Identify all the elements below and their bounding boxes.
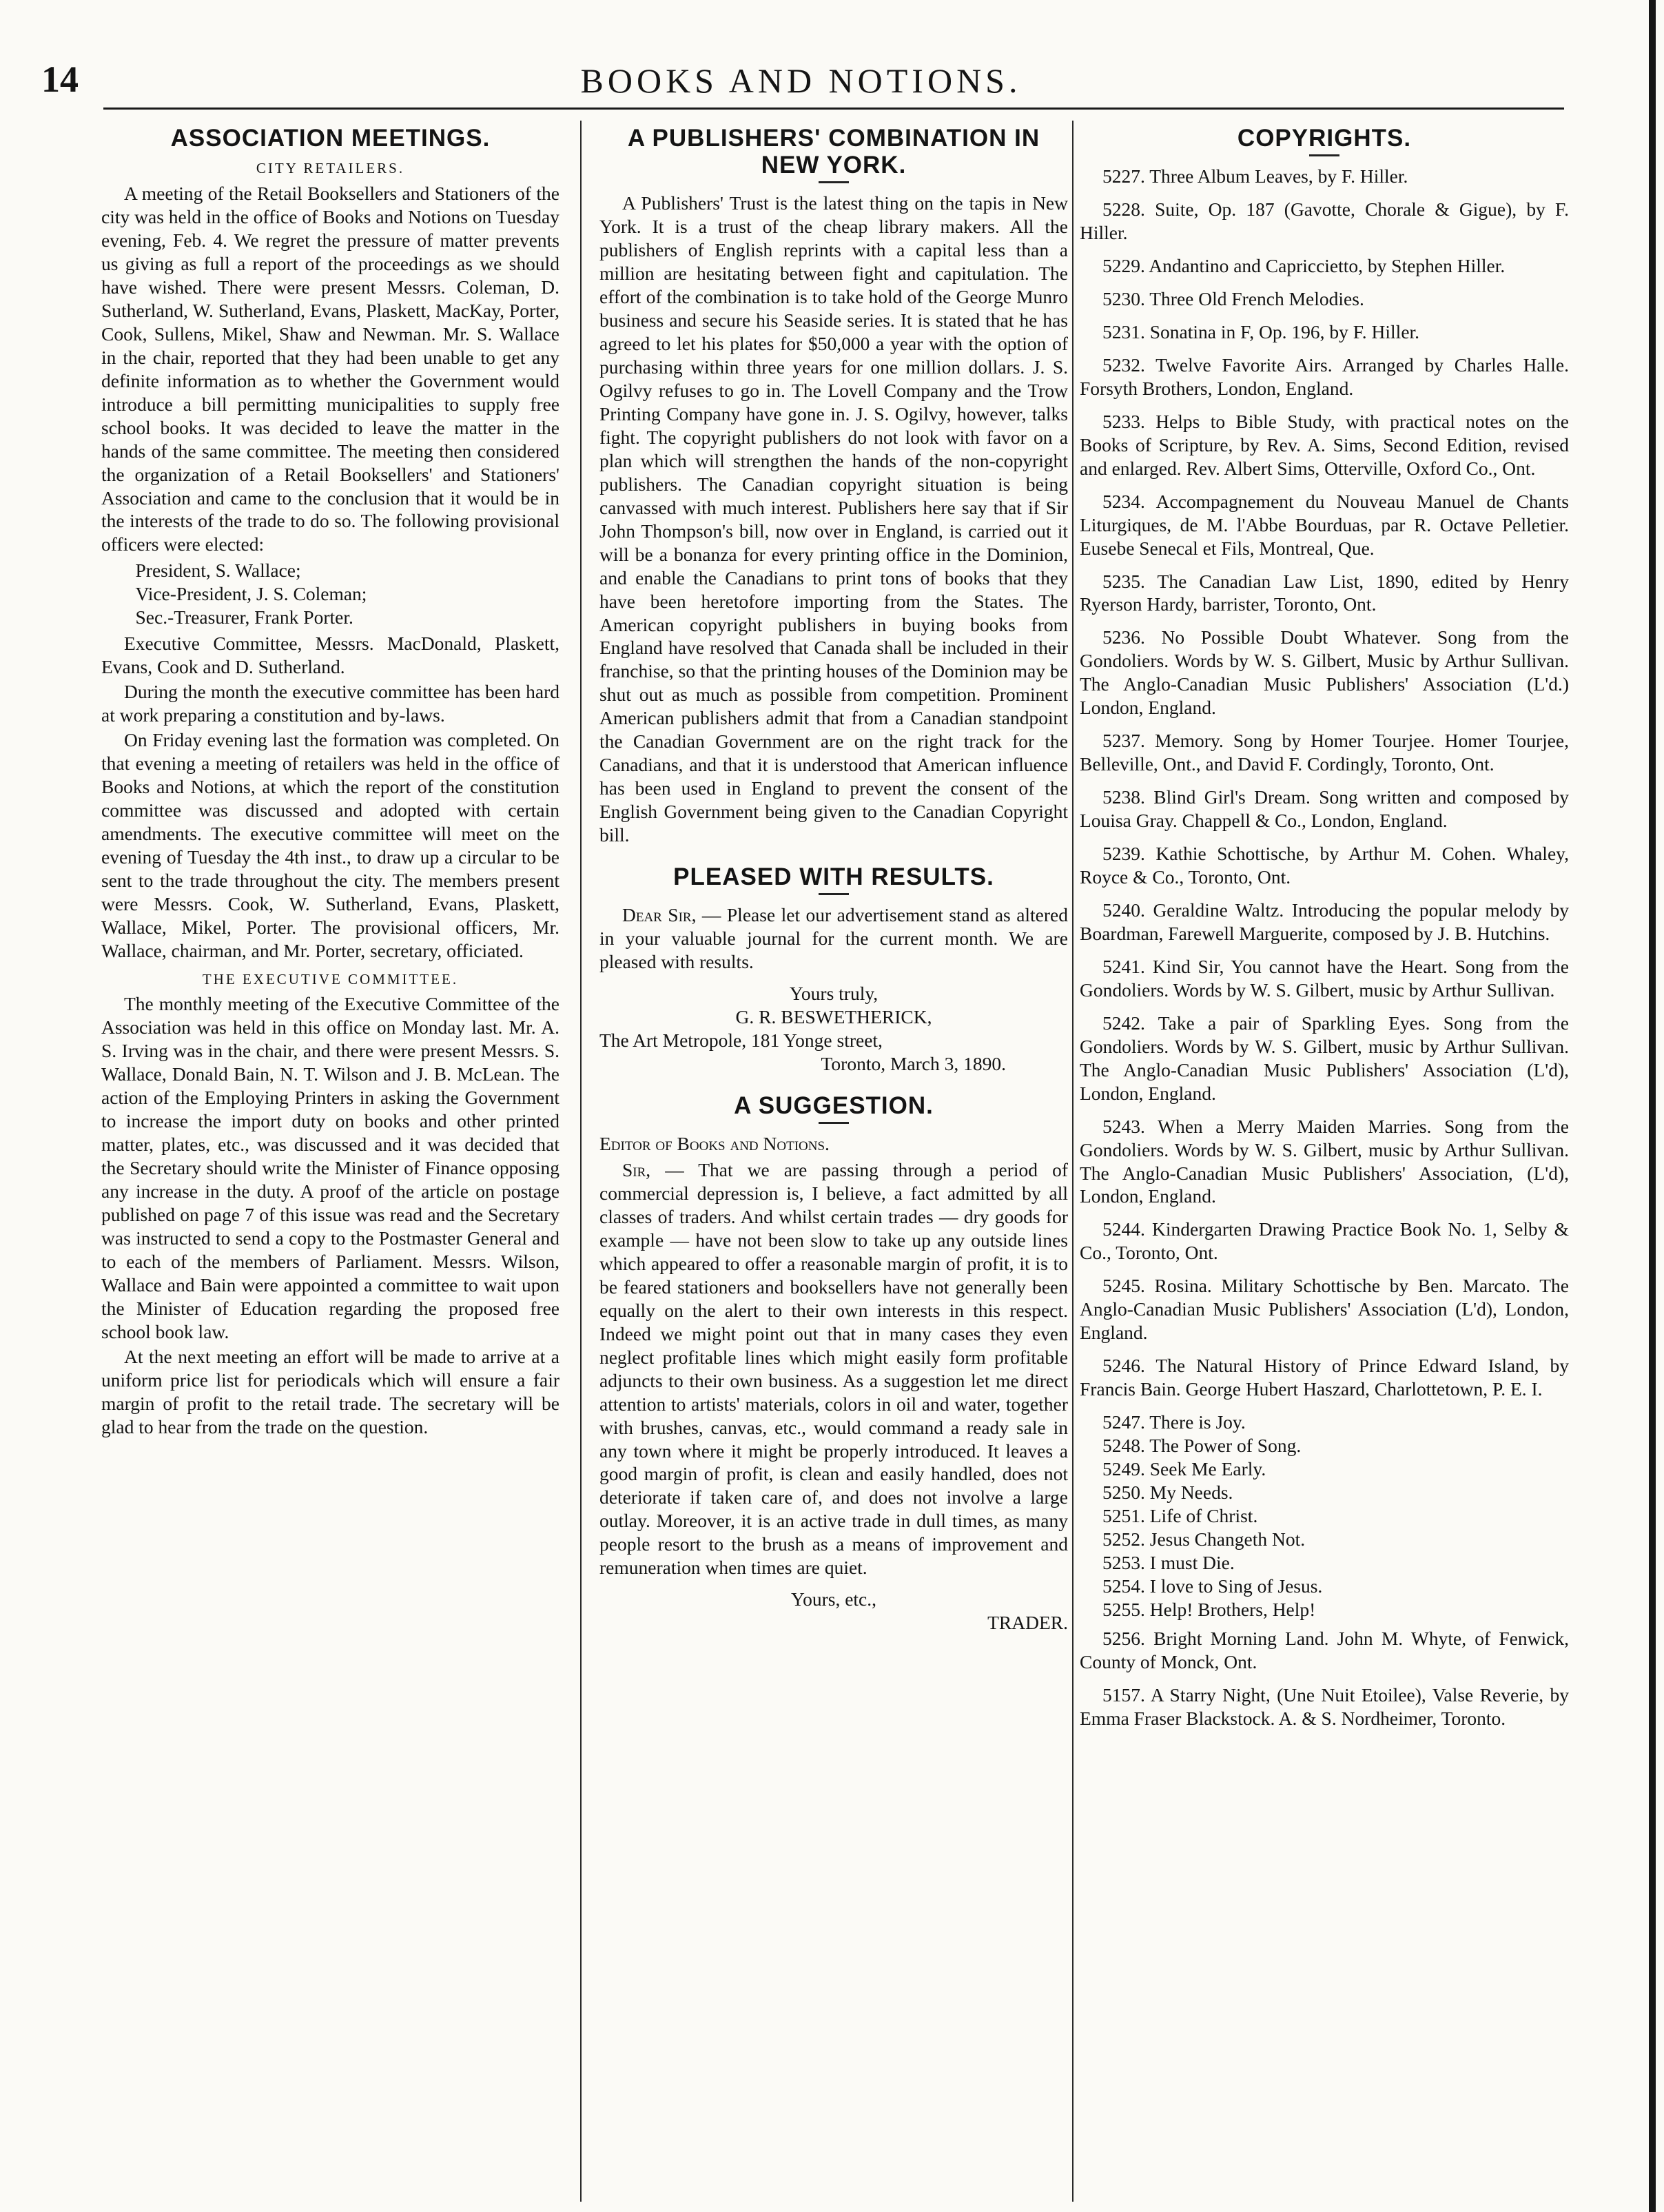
article-paragraph: On Friday evening last the formation was completed. On that evening a meeting of retailers was held in the office of Books and Notions, at which the report of the constitution committee was discussed and adopted with certain amendments. The executive committee will meet on the evening of Tuesday the 4th inst., to draw up a circular to be sent to the trade throughout the city. The members present were Messrs. Cook, W. Sutherland, Evans, Plaskett, Wallace, Mikel, Porter. The provisional officers, Mr. Wallace, chairman, and Mr. Porter, secretary, officiated. <box>101 729 559 961</box>
letter-signature: TRADER. <box>987 1612 1068 1634</box>
copyright-entry: 5157. A Starry Night, (Une Nuit Etoilee), Valse Reverie, by Emma Fraser Blackstock. A. & S. Nordheimer, Toronto. <box>1080 1683 1569 1729</box>
letter-salutation: Dear Sir, <box>622 904 697 926</box>
copyright-entry: 5236. No Possible Doubt Whatever. Song from the Gondoliers. Words by W. S. Gilbert, Music by Arthur Sullivan. The Anglo-Canadian Music Publishers' Association (L'd.) London, England. <box>1080 626 1569 719</box>
subhead-executive-committee: THE EXECUTIVE COMMITTEE. <box>202 970 459 987</box>
heading-a-suggestion: A SUGGESTION. <box>734 1092 934 1119</box>
copyright-entry: 5227. Three Album Leaves, by F. Hiller. <box>1102 165 1408 187</box>
letter-text: — Please let our advertisement stand as altered in your valuable journal for the current month. We are pleased with results. <box>599 904 1068 973</box>
heading-association-meetings: ASSOCIATION MEETINGS. <box>170 125 491 152</box>
copyright-entry: 5230. Three Old French Melodies. <box>1102 288 1364 309</box>
article-paragraph: A Publishers' Trust is the latest thing on the tapis in New York. It is a trust of the cheap library makers. All the publishers of English reprints with a capital less than a million are hesitating between fight and capitulation. The effort of the combination is to take hold of the George Munro business and secure his Seaside series. It is stated that he has agreed to let his plates for $50,000 a year with the option of purchasing within three years for one million dollars. J. S. Ogilvy refuses to go in. The Lovell Company and the Trow Printing Company have gone in. J. S. Ogilvy, however, talks fight. The copyright publishers do not look with favor on a plan which will strengthen the hands of the non-copyright publishers. The Canadian copyright situation is being canvassed with much interest. Publishers here say that if Sir John Thompson's bill, now over in England, is carried out it will be a bonanza for every printing office in the Dominion, and enable the Canadians to print tons of books that they have been heretofore importing from the States. The American copyright publishers in buying books from England have resolved that Canada shall be included in their franchise, so that the printing houses of the Dominion may be shut out as much as possible from competition. Prominent American publishers admit that from a Canadian standpoint the Canadian Government are on the right track for the Canadians, and that it is understood that American influence has been used in England to prevent the consent of the English Government being given to the Canadian Copyright bill. <box>599 192 1068 846</box>
column-divider-right <box>1072 121 1074 2202</box>
heading-dash <box>1309 154 1339 156</box>
letter-salutation: Sir, <box>622 1159 651 1181</box>
hymn-list <box>1080 1411 1569 1621</box>
letter-address-line: The Art Metropole, 181 Yonge street, <box>599 1030 883 1052</box>
officer-president: President, S. Wallace; <box>135 560 301 582</box>
hymn-entry: 5247. There is Joy. <box>1102 1411 1246 1433</box>
copyright-entry: 5242. Take a pair of Sparkling Eyes. Song from the Gondoliers. Words by W. S. Gilbert, music by Arthur Sullivan. The Anglo-Canadian Music Publishers' Association (L'd), London, England. <box>1080 1012 1569 1104</box>
hymn-entry: 5250. My Needs. <box>1102 1481 1233 1503</box>
column-publishers-combination <box>599 121 1068 2184</box>
letter-body <box>599 1158 1068 1579</box>
page-number: 14 <box>41 59 79 100</box>
column-association-meetings <box>101 121 559 2184</box>
letter-body <box>599 903 1068 974</box>
copyright-entry: 5233. Helps to Bible Study, with practical notes on the Books of Scripture, by Rev. A. Sims, Second Edition, revised and enlarged. Rev. Albert Sims, Otterville, Oxford Co., Ont. <box>1080 410 1569 479</box>
copyright-entry: 5243. When a Merry Maiden Marries. Song from the Gondoliers. Words by W. S. Gilbert, music by Arthur Sullivan. The Anglo-Canadian Music Publishers' Association, (L'd), London, England. <box>1080 1115 1569 1207</box>
copyright-entry: 5235. The Canadian Law List, 1890, edited by Henry Ryerson Hardy, barrister, Toronto, Ont. <box>1080 570 1569 615</box>
page-edge-border <box>1649 0 1656 2212</box>
hymn-entry: 5255. Help! Brothers, Help! <box>1102 1598 1316 1620</box>
heading-dash <box>819 893 849 895</box>
copyright-entry: 5228. Suite, Op. 187 (Gavotte, Chorale & Gigue), by F. Hiller. <box>1080 198 1569 244</box>
subhead-city-retailers: CITY RETAILERS. <box>256 160 405 177</box>
article-paragraph: During the month the executive committee has been hard at work preparing a constitution and by-laws. <box>101 681 559 726</box>
copyright-entry: 5245. Rosina. Military Schottische by Ben. Marcato. The Anglo-Canadian Music Publishers' Association (L'd), London, England. <box>1080 1275 1569 1344</box>
column-divider-left <box>580 121 582 2202</box>
copyright-entry: 5232. Twelve Favorite Airs. Arranged by Charles Halle. Forsyth Brothers, London, England. <box>1080 354 1569 399</box>
copyright-entry: 5239. Kathie Schottische, by Arthur M. Cohen. Whaley, Royce & Co., Toronto, Ont. <box>1080 843 1569 888</box>
copyright-entry: 5229. Andantino and Capriccietto, by Stephen Hiller. <box>1102 255 1506 277</box>
officer-vice-president: Vice-President, J. S. Coleman; <box>135 583 367 605</box>
heading-copyrights: COPYRIGHTS. <box>1237 125 1412 152</box>
masthead-title: BOOKS AND NOTIONS. <box>580 61 1022 100</box>
copyright-entry: 5241. Kind Sir, You cannot have the Heart. Song from the Gondoliers. Words by W. S. Gilbert, music by Arthur Sullivan. <box>1080 955 1569 1001</box>
header-rule <box>103 107 1564 110</box>
copyright-entry: 5240. Geraldine Waltz. Introducing the popular melody by Boardman, Farewell Marguerite, composed by J. B. Hutchins. <box>1080 899 1569 944</box>
copyright-entry: 5231. Sonatina in F, Op. 196, by F. Hiller. <box>1102 320 1420 342</box>
hymn-entry: 5254. I love to Sing of Jesus. <box>1102 1575 1323 1597</box>
copyright-entry: 5234. Accompagnement du Nouveau Manuel de Chants Liturgiques, de M. l'Abbe Bourduas, par R. Octave Pelletier. Eusebe Senecal et Fils, Montreal, Que. <box>1080 490 1569 559</box>
copyright-entry: 5256. Bright Morning Land. John M. Whyte, of Fenwick, County of Monck, Ont. <box>1080 1627 1569 1672</box>
heading-publishers-combination: A PUBLISHERS' COMBINATION IN NEW YORK. <box>627 125 1040 179</box>
copyright-entry: 5244. Kindergarten Drawing Practice Book No. 1, Selby & Co., Toronto, Ont. <box>1080 1218 1569 1264</box>
copyright-entry: 5246. The Natural History of Prince Edward Island, by Francis Bain. George Hubert Haszard, Charlottetown, P. E. I. <box>1080 1355 1569 1400</box>
officer-secretary-treasurer: Sec.-Treasurer, Frank Porter. <box>135 606 353 628</box>
article-paragraph: A meeting of the Retail Booksellers and Stationers of the city was held in the office of Books and Notions on Tuesday evening, Feb. 4. We regret the pressure of matter prevents us giving as full a report of the proceedings as we should have wished. There were present Messrs. Coleman, D. Sutherland, W. Sutherland, Evans, Plaskett, MacKay, Porter, Cook, Sullens, Mikel, Shaw and Newman. Mr. S. Wallace in the chair, reported that they had been unable to get any definite information as to whether the Government would introduce a bill permitting municipalities to supply free school books. It was decided to leave the matter in the hands of the same committee. The meeting then considered the organization of a Retail Booksellers' and Stationers' Association and came to the conclusion that it would be in the interests of the trade to do so. The following provisional officers were elected: <box>101 183 559 555</box>
heading-pleased-with-results: PLEASED WITH RESULTS. <box>673 863 994 891</box>
hymn-entry: 5249. Seek Me Early. <box>1102 1457 1266 1479</box>
hymn-entry: 5253. I must Die. <box>1102 1551 1235 1573</box>
heading-dash <box>819 1122 849 1124</box>
copyright-entry: 5238. Blind Girl's Dream. Song written and composed by Louisa Gray. Chappell & Co., London, England. <box>1080 786 1569 832</box>
copyright-list <box>1080 165 1569 1401</box>
page-header <box>41 58 1561 110</box>
copyright-entry: 5237. Memory. Song by Homer Tourjee. Homer Tourjee, Belleville, Ont., and David F. Cordingly, Toronto, Ont. <box>1080 730 1569 775</box>
heading-dash <box>819 181 849 183</box>
hymn-entry: 5252. Jesus Changeth Not. <box>1102 1528 1306 1550</box>
letter-date-line: Toronto, March 3, 1890. <box>821 1052 1006 1074</box>
article-paragraph: At the next meeting an effort will be made to arrive at a uniform price list for periodicals which will ensure a fair margin of profit to the retail trade. The secretary will be glad to hear from the trade on the question. <box>101 1345 559 1437</box>
hymn-entry: 5248. The Power of Song. <box>1102 1435 1302 1457</box>
column-copyrights <box>1080 121 1569 2184</box>
letter-closing: Yours, etc., <box>790 1588 877 1610</box>
article-paragraph: The monthly meeting of the Executive Committee of the Association was held in this office on Monday last. Mr. A. S. Irving was in the chair, and there were present Messrs. S. Wallace, Donald Bain, N. T. Wilson and J. B. McLean. The action of the Employing Printers in asking the Government to increase the import duty on books and other printed matter, plates, etc., was discussed and it was decided that the Secretary should write the Minister of Finance opposing any increase in the duty. A proof of the article on postage published on page 7 of this issue was read and the Secretary was instructed to send a copy to the Postmaster General and to each of the members of Parliament. Messrs. Wilson, Wallace and Bain were appointed a committee to wait upon the Minister of Education regarding the proposed free school book law. <box>101 993 559 1342</box>
letter-signature: G. R. BESWETHERICK, <box>735 1006 932 1028</box>
officer-list <box>101 559 559 629</box>
letter-closing: Yours truly, <box>789 983 879 1005</box>
letter-addressee: Editor of Books and Notions. <box>599 1133 830 1155</box>
article-paragraph: Executive Committee, Messrs. MacDonald, Plaskett, Evans, Cook and D. Sutherland. <box>101 633 559 678</box>
hymn-entry: 5251. Life of Christ. <box>1102 1504 1258 1526</box>
letter-text: — That we are passing through a period of commercial depression is, I believe, a fact admitted by all classes of traders. And whilst certain trades — dry goods for example — have not been slow to take up any outside lines which appeared to offer a reasonable margin of profit, it is to be feared stationers and booksellers have not generally been equally on the alert to their own interests in this respect. Indeed we might point out that in many cases they even neglect profitable lines which might easily form profitable adjuncts to their own business. As a suggestion let me direct attention to artists' materials, colors in oil and water, together with brushes, canvas, etc., would command a ready sale in any town where it might be properly introduced. It leaves a good margin of profit, is clean and easily handled, does not deteriorate if taken care of, and does not involve a large outlay. Moreover, it is an active trade in dull times, as many people resort to the brush as a means of improvement and remuneration when times are quiet. <box>599 1159 1068 1579</box>
